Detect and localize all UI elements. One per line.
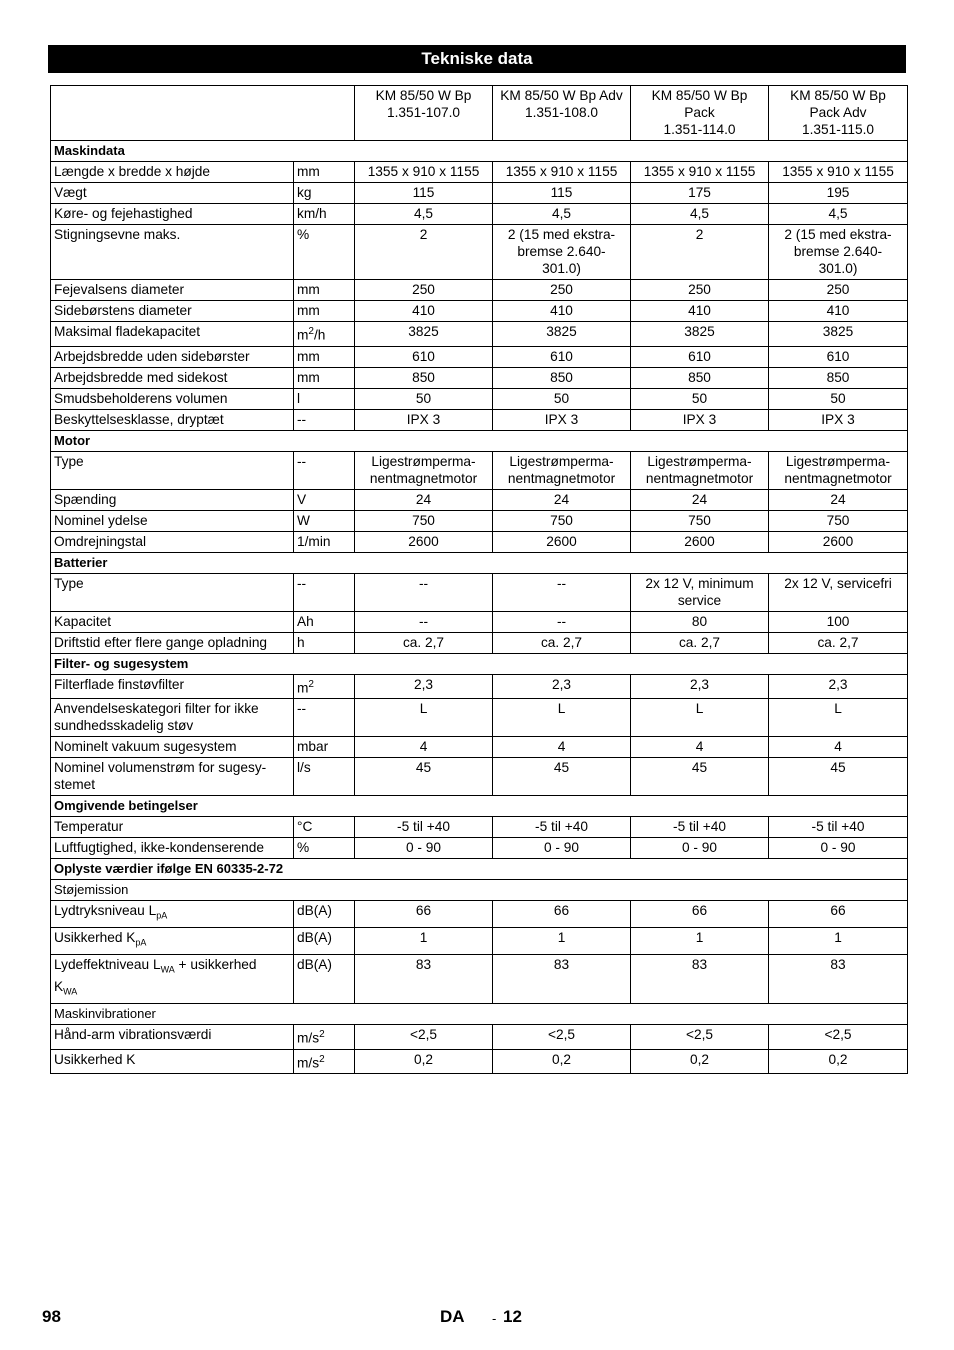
- value-cell: 2x 12 V, servicefri: [769, 573, 908, 611]
- sub-page-number: 12: [503, 1307, 522, 1326]
- row-unit: km/h: [294, 204, 355, 225]
- value-cell: ca. 2,7: [355, 632, 493, 653]
- row-label: Vægt: [51, 183, 294, 204]
- value-cell: 0 - 90: [631, 838, 769, 859]
- value-cell: -5 til +40: [769, 817, 908, 838]
- value-cell: 4: [355, 737, 493, 758]
- value-cell: IPX 3: [769, 409, 908, 430]
- value-cell: <2,5: [493, 1025, 631, 1050]
- table-row: [51, 954, 908, 1003]
- value-cell: 3825: [493, 322, 631, 347]
- value-cell: 2600: [355, 531, 493, 552]
- value-cell: 3825: [769, 322, 908, 347]
- value-cell: 2,3: [631, 674, 769, 699]
- row-unit: --: [294, 699, 355, 737]
- table-row: [51, 699, 908, 737]
- row-label: Type: [51, 573, 294, 611]
- section-row: [51, 552, 908, 573]
- value-cell: 175: [631, 183, 769, 204]
- row-label: Beskyttelsesklasse, dryptæt: [51, 409, 294, 430]
- value-cell: 2600: [769, 531, 908, 552]
- row-label: Fejevalsens diameter: [51, 280, 294, 301]
- value-cell: --: [355, 573, 493, 611]
- table-row: [51, 1049, 908, 1074]
- value-cell: 0 - 90: [355, 838, 493, 859]
- subsection-heading: Maskinvibrationer: [51, 1004, 908, 1025]
- table-row: [51, 409, 908, 430]
- value-cell: Ligestrømperma- nentmagnetmotor: [631, 451, 769, 489]
- section-heading: Oplyste værdier ifølge EN 60335-2-72: [51, 859, 908, 880]
- row-label: Luftfugtighed, ikke-kondenserende: [51, 838, 294, 859]
- value-cell: 1: [769, 927, 908, 954]
- value-cell: 24: [769, 489, 908, 510]
- value-cell: L: [355, 699, 493, 737]
- row-label: Filterflade finstøvfilter: [51, 674, 294, 699]
- table-row: [51, 817, 908, 838]
- value-cell: Ligestrømperma- nentmagnetmotor: [769, 451, 908, 489]
- value-cell: 45: [355, 758, 493, 796]
- row-unit: dB(A): [294, 954, 355, 1003]
- value-cell: 2 (15 med ekstra- bremse 2.640- 301.0): [493, 225, 631, 280]
- value-cell: 66: [769, 901, 908, 928]
- page-separator: -: [492, 1311, 497, 1326]
- value-cell: 2x 12 V, minimum service: [631, 573, 769, 611]
- table-row: [51, 927, 908, 954]
- value-cell: 4,5: [631, 204, 769, 225]
- table-row: [51, 510, 908, 531]
- subsection-row: [51, 880, 908, 901]
- table-row: [51, 573, 908, 611]
- row-unit: kg: [294, 183, 355, 204]
- value-cell: ca. 2,7: [769, 632, 908, 653]
- value-cell: ca. 2,7: [493, 632, 631, 653]
- value-cell: 80: [631, 611, 769, 632]
- value-cell: 24: [493, 489, 631, 510]
- section-heading: Filter- og sugesystem: [51, 653, 908, 674]
- row-unit: $m^2$: [294, 674, 355, 699]
- value-cell: 100: [769, 611, 908, 632]
- value-cell: 0 - 90: [769, 838, 908, 859]
- value-cell: 83: [493, 954, 631, 1003]
- model-header: KM 85/50 W Bp Adv 1.351-108.0: [493, 86, 631, 141]
- value-cell: L: [769, 699, 908, 737]
- value-cell: 850: [769, 367, 908, 388]
- value-cell: 610: [631, 346, 769, 367]
- value-cell: 1355 x 910 x 1155: [493, 162, 631, 183]
- value-cell: 50: [355, 388, 493, 409]
- row-unit: mbar: [294, 737, 355, 758]
- row-label: Hånd-arm vibrationsværdi: [51, 1025, 294, 1050]
- value-cell: 4: [769, 737, 908, 758]
- value-cell: 4,5: [493, 204, 631, 225]
- value-cell: 115: [493, 183, 631, 204]
- value-cell: 83: [631, 954, 769, 1003]
- value-cell: Ligestrømperma- nentmagnetmotor: [493, 451, 631, 489]
- value-cell: 410: [769, 301, 908, 322]
- value-cell: 4: [493, 737, 631, 758]
- table-row: [51, 489, 908, 510]
- value-cell: 250: [493, 280, 631, 301]
- value-cell: 24: [355, 489, 493, 510]
- value-cell: 1355 x 910 x 1155: [355, 162, 493, 183]
- value-cell: 2,3: [769, 674, 908, 699]
- row-unit: mm: [294, 280, 355, 301]
- value-cell: 3825: [631, 322, 769, 347]
- value-cell: <2,5: [769, 1025, 908, 1050]
- value-cell: ca. 2,7: [631, 632, 769, 653]
- table-row: [51, 280, 908, 301]
- row-unit: --: [294, 451, 355, 489]
- value-cell: 410: [493, 301, 631, 322]
- value-cell: 1: [355, 927, 493, 954]
- value-cell: 83: [769, 954, 908, 1003]
- value-cell: 1355 x 910 x 1155: [631, 162, 769, 183]
- row-label: Spænding: [51, 489, 294, 510]
- row-unit: W: [294, 510, 355, 531]
- table-row: [51, 162, 908, 183]
- value-cell: 115: [355, 183, 493, 204]
- table-row: [51, 183, 908, 204]
- row-label: Kapacitet: [51, 611, 294, 632]
- value-cell: 610: [355, 346, 493, 367]
- value-cell: 410: [355, 301, 493, 322]
- table-row: [51, 531, 908, 552]
- row-label: Lydeffektniveau $L_{WA}$ + usikkerhed $K_{WA}$: [51, 954, 294, 1003]
- row-label: Usikkerhed $K_{pA}$: [51, 927, 294, 954]
- value-cell: --: [493, 573, 631, 611]
- value-cell: 50: [493, 388, 631, 409]
- row-unit: V: [294, 489, 355, 510]
- value-cell: 1: [493, 927, 631, 954]
- section-heading: Omgivende betingelser: [51, 796, 908, 817]
- value-cell: 750: [493, 510, 631, 531]
- value-cell: -5 til +40: [493, 817, 631, 838]
- value-cell: IPX 3: [631, 409, 769, 430]
- value-cell: 2 (15 med ekstra- bremse 2.640- 301.0): [769, 225, 908, 280]
- row-unit: Ah: [294, 611, 355, 632]
- value-cell: 50: [769, 388, 908, 409]
- value-cell: 0,2: [769, 1049, 908, 1074]
- value-cell: 250: [631, 280, 769, 301]
- row-unit: h: [294, 632, 355, 653]
- value-cell: 750: [631, 510, 769, 531]
- row-label: Lydtryksniveau $L_{pA}$: [51, 901, 294, 928]
- value-cell: IPX 3: [493, 409, 631, 430]
- row-unit: dB(A): [294, 927, 355, 954]
- value-cell: -5 til +40: [355, 817, 493, 838]
- value-cell: 2: [355, 225, 493, 280]
- row-label: Stigningsevne maks.: [51, 225, 294, 280]
- table-row: [51, 301, 908, 322]
- page-title: Tekniske data: [48, 45, 906, 73]
- row-label: Omdrejningstal: [51, 531, 294, 552]
- row-unit: mm: [294, 346, 355, 367]
- value-cell: 250: [355, 280, 493, 301]
- value-cell: 2,3: [493, 674, 631, 699]
- table-row: [51, 632, 908, 653]
- value-cell: 750: [769, 510, 908, 531]
- row-label: Smudsbeholderens volumen: [51, 388, 294, 409]
- table-row: [51, 225, 908, 280]
- row-label: Anvendelseskategori filter for ikke sundhedsskadelig støv: [51, 699, 294, 737]
- section-row: [51, 859, 908, 880]
- value-cell: 50: [631, 388, 769, 409]
- section-heading: Maskindata: [51, 141, 908, 162]
- row-label: Maksimal fladekapacitet: [51, 322, 294, 347]
- table-row: [51, 367, 908, 388]
- header-blank-cell: [51, 86, 355, 141]
- table-row: [51, 838, 908, 859]
- value-cell: 0,2: [493, 1049, 631, 1074]
- value-cell: 4: [631, 737, 769, 758]
- subsection-heading: Støjemission: [51, 880, 908, 901]
- section-row: [51, 653, 908, 674]
- value-cell: IPX 3: [355, 409, 493, 430]
- row-label: Arbejdsbredde uden sidebørster: [51, 346, 294, 367]
- section-heading: Batterier: [51, 552, 908, 573]
- value-cell: L: [493, 699, 631, 737]
- row-unit: dB(A): [294, 901, 355, 928]
- subsection-row: [51, 1004, 908, 1025]
- table-row: [51, 346, 908, 367]
- value-cell: Ligestrømperma- nentmagnetmotor: [355, 451, 493, 489]
- row-unit: mm: [294, 367, 355, 388]
- value-cell: 2600: [493, 531, 631, 552]
- section-row: [51, 141, 908, 162]
- row-unit: --: [294, 573, 355, 611]
- row-unit: °C: [294, 817, 355, 838]
- value-cell: <2,5: [631, 1025, 769, 1050]
- row-unit: $m^2/h$: [294, 322, 355, 347]
- value-cell: 0,2: [355, 1049, 493, 1074]
- value-cell: 850: [493, 367, 631, 388]
- value-cell: 750: [355, 510, 493, 531]
- row-unit: %: [294, 225, 355, 280]
- row-unit: l/s: [294, 758, 355, 796]
- row-label: Type: [51, 451, 294, 489]
- row-unit: l: [294, 388, 355, 409]
- table-row: [51, 451, 908, 489]
- value-cell: 610: [769, 346, 908, 367]
- row-label: Nominel volumenstrøm for sugesy- stemet: [51, 758, 294, 796]
- value-cell: 24: [631, 489, 769, 510]
- row-unit: mm: [294, 301, 355, 322]
- row-label: Temperatur: [51, 817, 294, 838]
- table-row: [51, 758, 908, 796]
- value-cell: 83: [355, 954, 493, 1003]
- table-row: [51, 388, 908, 409]
- row-label: Sidebørstens diameter: [51, 301, 294, 322]
- table-row: [51, 737, 908, 758]
- row-unit: 1/min: [294, 531, 355, 552]
- value-cell: 66: [493, 901, 631, 928]
- value-cell: 4,5: [355, 204, 493, 225]
- value-cell: 66: [631, 901, 769, 928]
- row-label: Nominelt vakuum sugesystem: [51, 737, 294, 758]
- table-row: [51, 674, 908, 699]
- value-cell: L: [631, 699, 769, 737]
- value-cell: 850: [631, 367, 769, 388]
- value-cell: 850: [355, 367, 493, 388]
- page-number: 98: [42, 1307, 61, 1326]
- value-cell: 45: [631, 758, 769, 796]
- value-cell: 45: [769, 758, 908, 796]
- row-label: Driftstid efter flere gange opladning: [51, 632, 294, 653]
- row-label: Arbejdsbredde med sidekost: [51, 367, 294, 388]
- header-row: [51, 86, 908, 141]
- spec-table: [50, 85, 908, 1074]
- value-cell: <2,5: [355, 1025, 493, 1050]
- value-cell: 1: [631, 927, 769, 954]
- value-cell: --: [493, 611, 631, 632]
- row-unit: --: [294, 409, 355, 430]
- table-row: [51, 1025, 908, 1050]
- language-code: DA: [440, 1307, 465, 1326]
- table-row: [51, 322, 908, 347]
- row-unit: $m/s^2$: [294, 1049, 355, 1074]
- value-cell: 195: [769, 183, 908, 204]
- value-cell: 3825: [355, 322, 493, 347]
- row-label: Nominel ydelse: [51, 510, 294, 531]
- value-cell: -5 til +40: [631, 817, 769, 838]
- value-cell: 250: [769, 280, 908, 301]
- table-row: [51, 611, 908, 632]
- model-header: KM 85/50 W Bp 1.351-107.0: [355, 86, 493, 141]
- value-cell: 4,5: [769, 204, 908, 225]
- value-cell: 2,3: [355, 674, 493, 699]
- table-row: [51, 901, 908, 928]
- row-unit: mm: [294, 162, 355, 183]
- row-unit: %: [294, 838, 355, 859]
- value-cell: 0 - 90: [493, 838, 631, 859]
- value-cell: 2: [631, 225, 769, 280]
- value-cell: 610: [493, 346, 631, 367]
- section-heading: Motor: [51, 430, 908, 451]
- value-cell: 66: [355, 901, 493, 928]
- value-cell: 0,2: [631, 1049, 769, 1074]
- section-row: [51, 796, 908, 817]
- row-label: Usikkerhed K: [51, 1049, 294, 1074]
- row-unit: $m/s^2$: [294, 1025, 355, 1050]
- table-row: [51, 204, 908, 225]
- model-header: KM 85/50 W Bp Pack 1.351-114.0: [631, 86, 769, 141]
- value-cell: 1355 x 910 x 1155: [769, 162, 908, 183]
- value-cell: 2600: [631, 531, 769, 552]
- row-label: Længde x bredde x højde: [51, 162, 294, 183]
- row-label: Køre- og fejehastighed: [51, 204, 294, 225]
- value-cell: --: [355, 611, 493, 632]
- value-cell: 45: [493, 758, 631, 796]
- section-row: [51, 430, 908, 451]
- value-cell: 410: [631, 301, 769, 322]
- model-header: KM 85/50 W Bp Pack Adv 1.351-115.0: [769, 86, 908, 141]
